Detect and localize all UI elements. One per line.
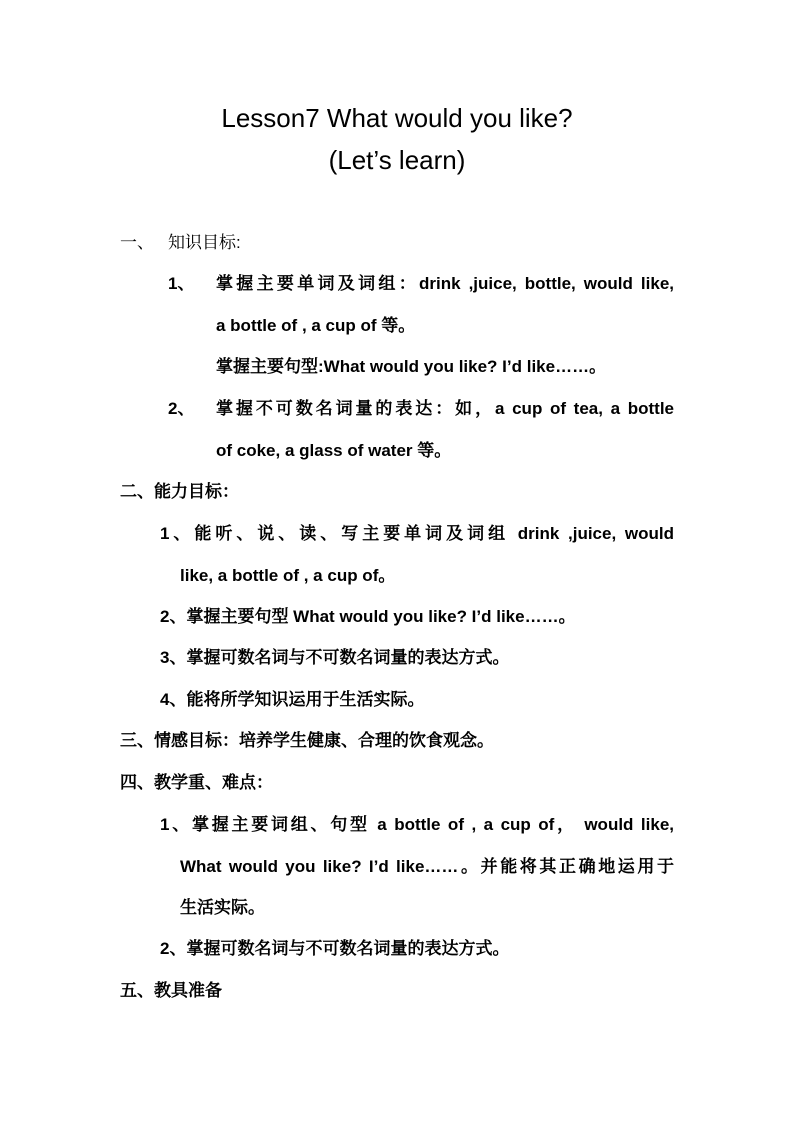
section-2-item-1-line-1: 1、能听、说、读、写主要单词及词组 drink ,juice, would [160, 524, 674, 543]
section-1-item-1-line-2: a bottle of , a cup of 等。 [216, 316, 416, 335]
section-1-item-2-number: 2、 [168, 399, 195, 418]
section-1-number: 一、 [120, 233, 154, 252]
section-1-heading: 知识目标: [168, 233, 241, 252]
section-2-heading: 二、能力目标： [120, 482, 239, 501]
section-1-item-1-line-3: 掌握主要句型:What would you like? I’d like……。 [216, 357, 607, 376]
section-4-item-1-line-1: 1、掌握主要词组、句型 a bottle of , a cup of， would like, [160, 815, 674, 834]
document-title: Lesson7 What would you like? [221, 103, 573, 133]
section-5-heading: 五、教具准备 [120, 981, 222, 1000]
section-1-item-2-line-2: of coke, a glass of water 等。 [216, 441, 452, 460]
section-4-heading: 四、教学重、难点： [120, 773, 273, 792]
section-3-heading: 三、情感目标：培养学生健康、合理的饮食观念。 [120, 731, 494, 750]
section-2-item-1-line-2: like, a bottle of , a cup of。 [180, 566, 396, 585]
section-4-item-1-line-3: 生活实际。 [180, 898, 265, 917]
section-4-item-1-line-2: What would you like? I’d like……。并能将其正确地运用于 [180, 857, 674, 876]
section-1-item-1-number: 1、 [168, 274, 195, 293]
section-2-item-3: 3、掌握可数名词与不可数名词量的表达方式。 [160, 648, 510, 667]
section-2-item-2: 2、掌握主要句型 What would you like? I’d like……。 [160, 607, 576, 626]
document-subtitle: (Let’s learn) [328, 145, 466, 175]
section-1-item-1-line-1: 掌握主要单词及词组：drink ,juice, bottle, would like, [216, 274, 674, 293]
section-4-item-2: 2、掌握可数名词与不可数名词量的表达方式。 [160, 939, 510, 958]
section-1-item-2-line-1: 掌握不可数名词量的表达：如，a cup of tea, a bottle [216, 399, 674, 418]
section-2-item-4: 4、能将所学知识运用于生活实际。 [160, 690, 425, 709]
